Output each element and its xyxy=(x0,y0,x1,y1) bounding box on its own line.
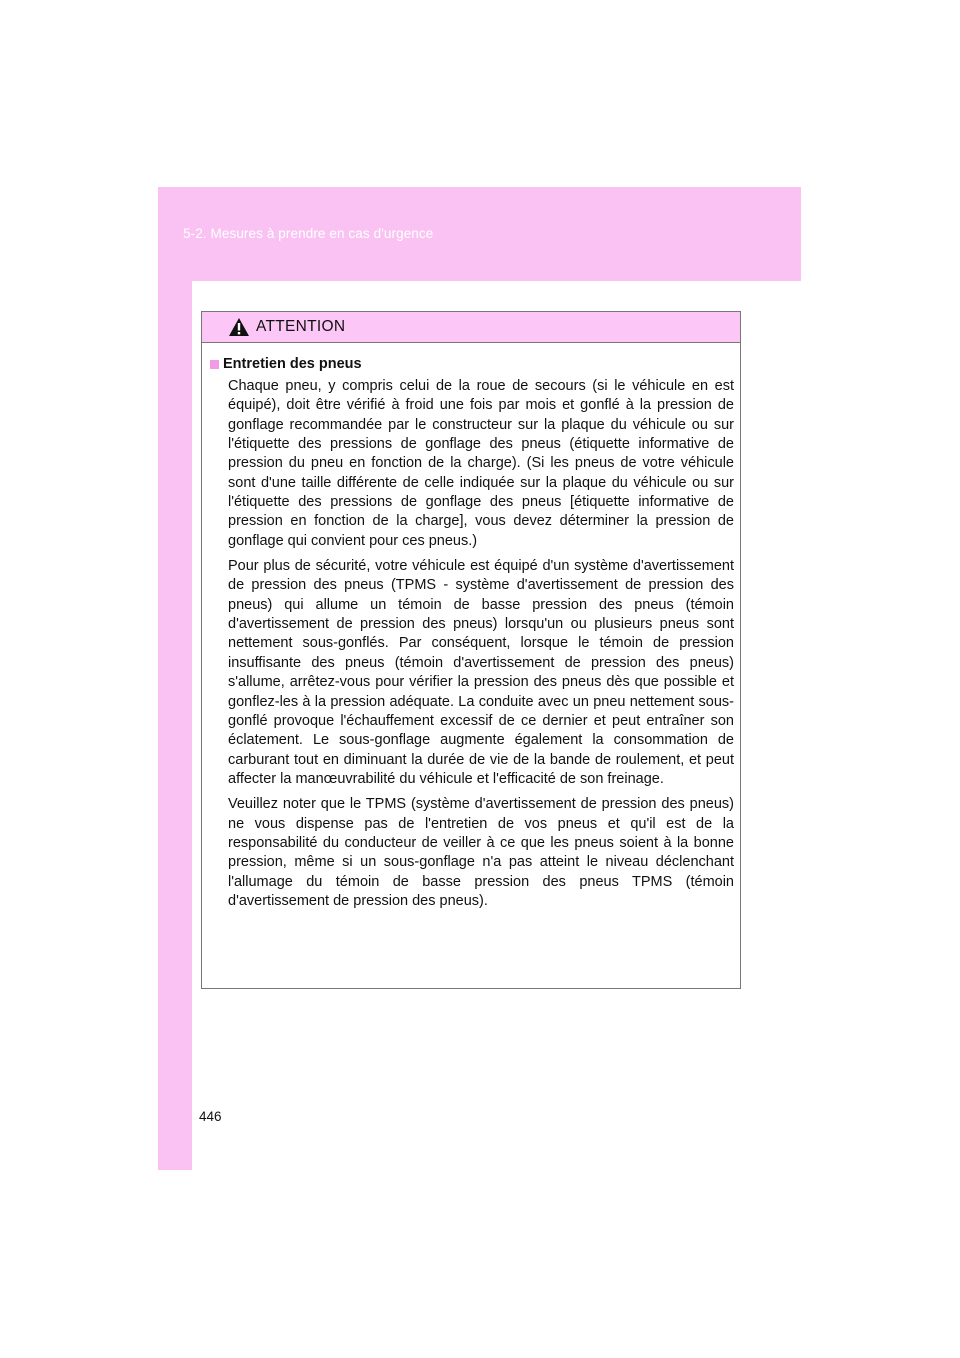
square-bullet-icon xyxy=(210,360,219,369)
attention-label: ATTENTION xyxy=(256,318,346,335)
chapter-title: 5-2. Mesures à prendre en cas d'urgence xyxy=(183,226,434,241)
page-number: 446 xyxy=(199,1109,222,1124)
section-heading xyxy=(210,356,734,372)
warning-triangle-icon xyxy=(228,317,250,337)
section-title-text: Entretien des pneus xyxy=(223,356,362,372)
side-tab-strip xyxy=(158,281,192,1170)
paragraph-tpms-system: Pour plus de sécurité, votre véhicule est équipé d'un système d'avertissement de pression des pneus (TPMS - système d'avertissement de pression des pneus) qui allume un témoin de basse pression des pneus (témoin d'avertissement de pression des pneus) lorsqu'un ou plusieurs pneus sont nettement sous-gonflés. Par conséquent, lorsque le témoin de pression insuffisante des pneus (témoin d'avertissement de pression des pneus) s'allume, arrêtez-vous pour vérifier la pression des pneus dès que possible et gonflez-les à la pression adéquate. La conduite avec un pneu nettement sous-gonflé provoque l'échauffement excessif de ce dernier et peut entraîner son éclatement. Le sous-gonflage augmente également la consommation de carburant tout en diminuant la durée de vie de la bande de roulement, et peut affecter la manœuvrabilité du véhicule et l'efficacité de son freinage. xyxy=(228,558,734,787)
attention-header xyxy=(202,312,740,343)
paragraph-tpms-note: Veuillez noter que le TPMS (système d'avertissement de pression des pneus) ne vous dispense pas de l'entretien de vos pneus et qu'il est de la responsabilité du conducteur de veiller à ce que les pneus soient à la bonne pression, même si un sous-gonflage n'a pas atteint le niveau déclenchant l'allumage du témoin de basse pression des pneus TPMS (témoin d'avertissement de pression des pneus). xyxy=(228,796,734,909)
attention-box xyxy=(201,311,741,989)
paragraph-tire-check: Chaque pneu, y compris celui de la roue de secours (si le véhicule en est équipé), doit être vérifié à froid une fois par mois et gonflé à la pression de gonflage recommandée par le constructeur sur la plaque du véhicule ou sur l'étiquette des pressions de gonflage des pneus (étiquette informative de pression du pneu en fonction de la charge). (Si les pneus de votre véhicule sont d'une taille différente de celle indiquée sur la plaque du véhicule ou sur l'étiquette des pressions de gonflage des pneus [étiquette informative de pression en fonction de la charge], vous devez déterminer la pression de gonflage qui convient pour ces pneus.) xyxy=(228,378,734,549)
attention-body xyxy=(202,343,740,911)
